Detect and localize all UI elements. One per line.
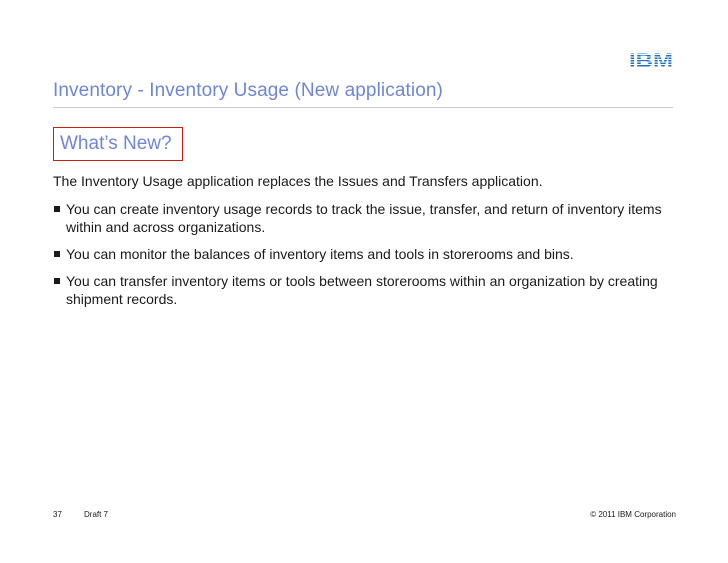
svg-text:IBM: IBM <box>629 51 673 70</box>
list-item <box>53 245 673 263</box>
page-number: 37 <box>53 510 62 519</box>
whats-new-box <box>53 127 183 161</box>
copyright-text: © 2011 IBM Corporation <box>590 510 676 519</box>
intro-text: The Inventory Usage application replaces the Issues and Transfers application. <box>53 173 543 189</box>
title-divider <box>53 107 673 108</box>
draft-label: Draft 7 <box>84 510 109 519</box>
list-item <box>53 200 673 236</box>
square-bullet-icon <box>54 206 60 212</box>
bullet-list <box>53 200 673 317</box>
bullet-text: You can transfer inventory items or tools between storerooms within an organization by creating shipment records. <box>66 273 658 307</box>
bullet-text: You can create inventory usage records to track the issue, transfer, and return of inventory items within and across organizations. <box>66 201 662 235</box>
list-item <box>53 272 673 308</box>
square-bullet-icon <box>54 278 60 284</box>
section-label: What’s New? <box>60 133 172 154</box>
ibm-logo <box>628 50 674 70</box>
page-title: Inventory - Inventory Usage (New application) <box>53 80 443 101</box>
bullet-text: You can monitor the balances of inventory items and tools in storerooms and bins. <box>66 246 574 262</box>
square-bullet-icon <box>54 251 60 257</box>
